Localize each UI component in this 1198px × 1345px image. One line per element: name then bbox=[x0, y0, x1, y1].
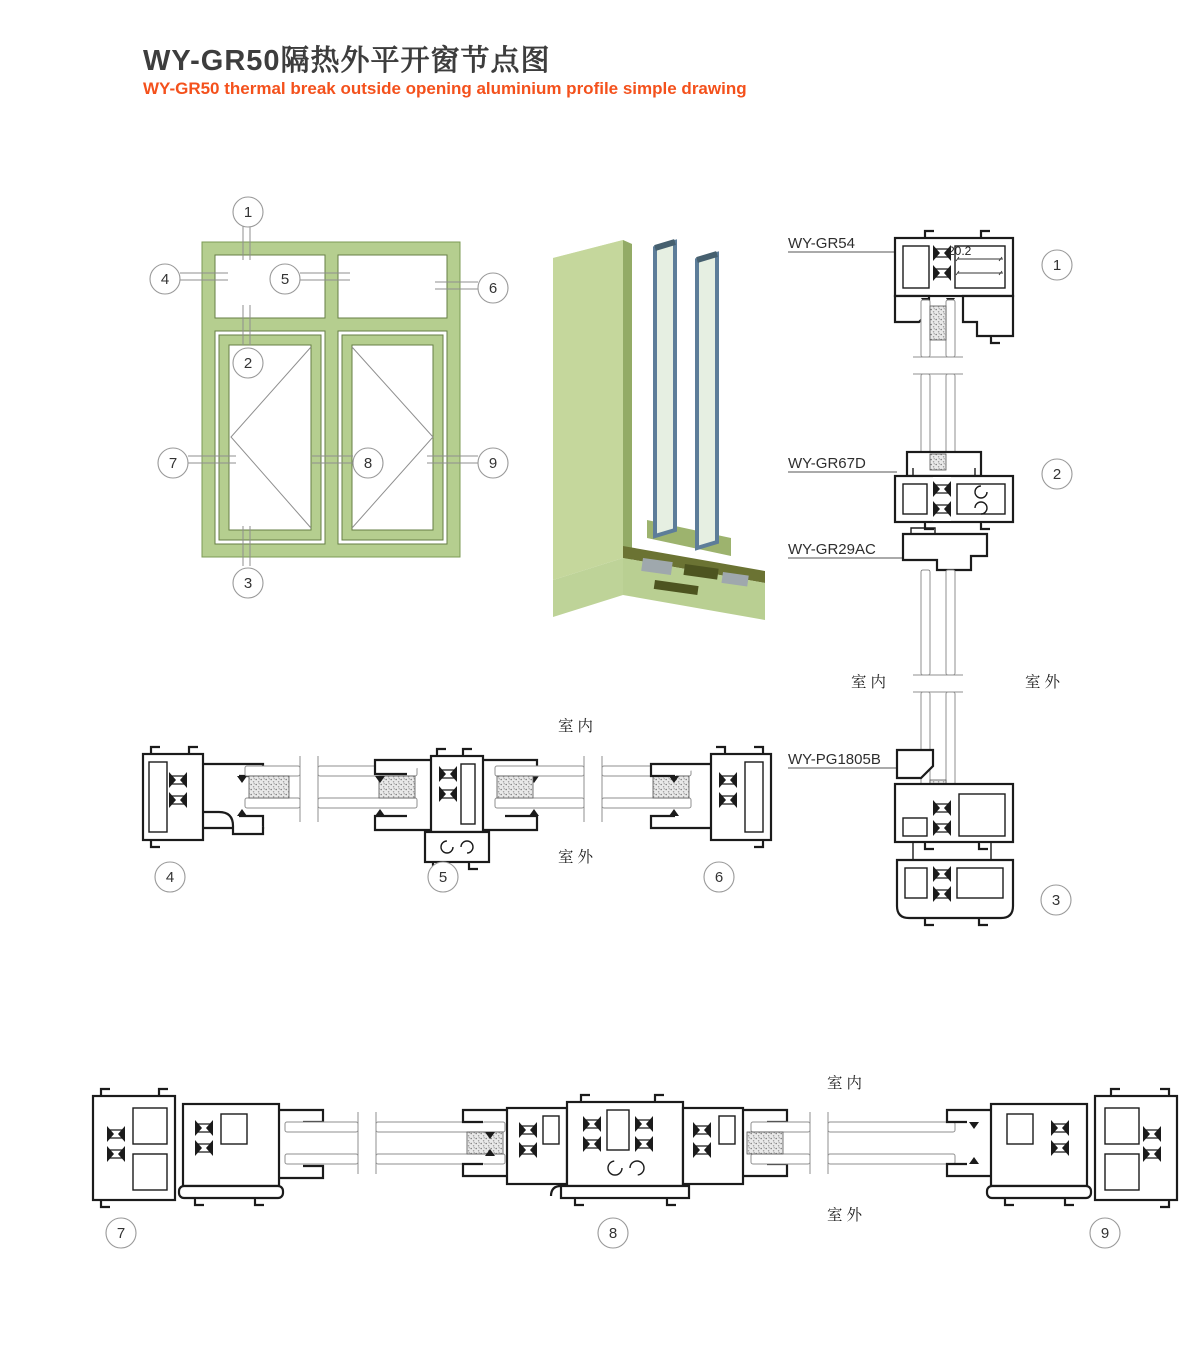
callout-badge-section-4: 4 bbox=[165, 869, 175, 886]
callout-badge-4: 4 bbox=[160, 271, 170, 288]
callout-badge-section-2: 2 bbox=[1052, 466, 1062, 483]
glazing-run-upper bbox=[913, 300, 963, 470]
callout-badge-section-8: 8 bbox=[608, 1225, 618, 1242]
glazing-unit bbox=[647, 242, 731, 556]
page-title: WY-GR50隔热外平开窗节点图 bbox=[143, 45, 551, 77]
callout-badge-section-1: 1 bbox=[1052, 257, 1062, 274]
detail-7-left-jamb-sash bbox=[93, 1089, 323, 1207]
label-outdoor-vertical: 室外 bbox=[1025, 674, 1065, 691]
label-indoor-bottom: 室内 bbox=[827, 1075, 867, 1092]
label-indoor-vertical: 室内 bbox=[851, 674, 891, 691]
mid-section-callouts bbox=[155, 862, 734, 892]
callout-badge-section-6: 6 bbox=[714, 869, 724, 886]
bottom-horizontal-section-drawing bbox=[75, 1082, 1195, 1252]
detail-8-center-assembly bbox=[463, 1095, 787, 1205]
detail-2-transom bbox=[895, 452, 1013, 529]
page-subtitle: WY-GR50 thermal break outside opening aluminium profile simple drawing bbox=[143, 79, 747, 98]
detail-4-left-jamb bbox=[143, 747, 263, 847]
bottom-section-callouts bbox=[106, 1218, 1120, 1248]
detail-9-right-jamb-sash bbox=[947, 1089, 1177, 1207]
callout-badge-6: 6 bbox=[488, 280, 498, 297]
callout-badge-7: 7 bbox=[168, 455, 178, 472]
label-wy-gr54: WY-GR54 bbox=[788, 235, 855, 252]
label-wy-pg1805b: WY-PG1805B bbox=[788, 751, 881, 768]
label-indoor-mid: 室内 bbox=[558, 718, 598, 735]
callout-badge-section-7: 7 bbox=[116, 1225, 126, 1242]
elevation-drawing bbox=[100, 185, 520, 605]
profile-3d-render bbox=[535, 228, 770, 628]
label-wy-gr67d: WY-GR67D bbox=[788, 455, 866, 472]
callout-badge-2: 2 bbox=[243, 355, 253, 372]
callout-badge-3: 3 bbox=[243, 575, 253, 592]
callout-badge-1: 1 bbox=[243, 204, 253, 221]
callout-badge-section-5: 5 bbox=[438, 869, 448, 886]
vertical-section-callouts bbox=[1041, 250, 1072, 915]
label-outdoor-bottom: 室外 bbox=[827, 1207, 867, 1224]
label-outdoor-mid: 室外 bbox=[558, 849, 598, 866]
vertical-section-drawing bbox=[775, 228, 1105, 938]
detail-29ac-sash bbox=[903, 528, 987, 577]
right-casement-sash bbox=[342, 335, 443, 540]
mid-horizontal-section-drawing bbox=[125, 738, 785, 898]
dimension-glass-thickness: 20.2 bbox=[948, 244, 972, 258]
label-wy-gr29ac: WY-GR29AC bbox=[788, 541, 876, 558]
callout-badge-8: 8 bbox=[363, 455, 373, 472]
callout-badge-section-3: 3 bbox=[1051, 892, 1061, 909]
callout-badge-section-9: 9 bbox=[1100, 1225, 1110, 1242]
callout-badge-5: 5 bbox=[280, 271, 290, 288]
callout-badge-9: 9 bbox=[488, 455, 498, 472]
